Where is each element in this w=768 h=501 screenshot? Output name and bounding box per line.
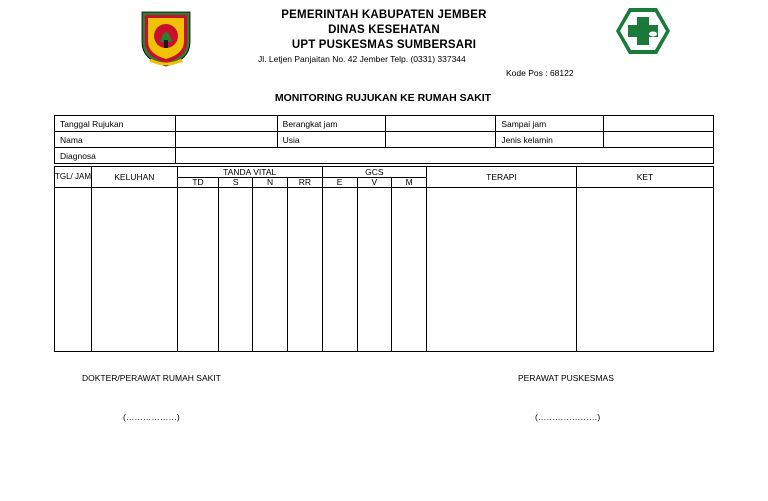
m-header: M	[392, 177, 427, 188]
monitoring-grid	[54, 166, 714, 352]
berangkat-jam-field[interactable]	[385, 116, 496, 132]
n-cell[interactable]	[253, 188, 288, 352]
v-header: V	[357, 177, 392, 188]
e-cell[interactable]	[322, 188, 357, 352]
diagnosa-label: Diagnosa	[55, 148, 176, 164]
n-header: N	[253, 177, 288, 188]
td-header: TD	[177, 177, 219, 188]
s-cell[interactable]	[219, 188, 253, 352]
s-header: S	[219, 177, 253, 188]
header-address: Jl. Letjen Panjaitan No. 42 Jember Telp. (0331) 337344	[258, 54, 466, 64]
tanda-vital-header: TANDA VITAL	[177, 167, 322, 178]
v-cell[interactable]	[357, 188, 392, 352]
signature-right-blank: (…………………)	[535, 412, 601, 422]
sampai-jam-field[interactable]	[604, 116, 714, 132]
e-header: E	[322, 177, 357, 188]
terapi-cell[interactable]	[427, 188, 577, 352]
usia-label: Usia	[277, 132, 385, 148]
m-cell[interactable]	[392, 188, 427, 352]
signature-right-label: PERAWAT PUSKESMAS	[518, 373, 614, 383]
berangkat-jam-label: Berangkat jam	[277, 116, 385, 132]
keluhan-cell[interactable]	[92, 188, 178, 352]
terapi-header: TERAPI	[427, 167, 577, 188]
tgl-jam-cell[interactable]	[55, 188, 92, 352]
ket-header: KET	[576, 167, 713, 188]
rr-header: RR	[287, 177, 322, 188]
gcs-header: GCS	[322, 167, 426, 178]
tanggal-rujukan-label: Tanggal Rujukan	[55, 116, 176, 132]
ket-cell[interactable]	[576, 188, 713, 352]
form-title: MONITORING RUJUKAN KE RUMAH SAKIT	[274, 92, 492, 104]
rr-cell[interactable]	[287, 188, 322, 352]
referral-info-table	[54, 115, 714, 164]
diagnosa-field[interactable]	[175, 148, 713, 164]
nama-field[interactable]	[175, 132, 277, 148]
sampai-jam-label: Sampai jam	[496, 116, 604, 132]
keluhan-header: KELUHAN	[92, 167, 178, 188]
nama-label: Nama	[55, 132, 176, 148]
tgl-jam-header: TGL/ JAM	[55, 167, 92, 188]
signature-left-label: DOKTER/PERAWAT RUMAH SAKIT	[82, 373, 221, 383]
jenis-kelamin-field[interactable]	[604, 132, 714, 148]
usia-field[interactable]	[385, 132, 496, 148]
jenis-kelamin-label: Jenis kelamin	[496, 132, 604, 148]
signature-left-blank: (………………)	[123, 412, 180, 422]
tanggal-rujukan-field[interactable]	[175, 116, 277, 132]
td-cell[interactable]	[177, 188, 219, 352]
header-line-1: PEMERINTAH KABUPATEN JEMBER	[281, 9, 487, 21]
header-line-2: DINAS KESEHATAN	[328, 24, 440, 36]
header-postcode: Kode Pos : 68122	[506, 68, 574, 78]
header-line-3: UPT PUSKESMAS SUMBERSARI	[291, 39, 477, 51]
